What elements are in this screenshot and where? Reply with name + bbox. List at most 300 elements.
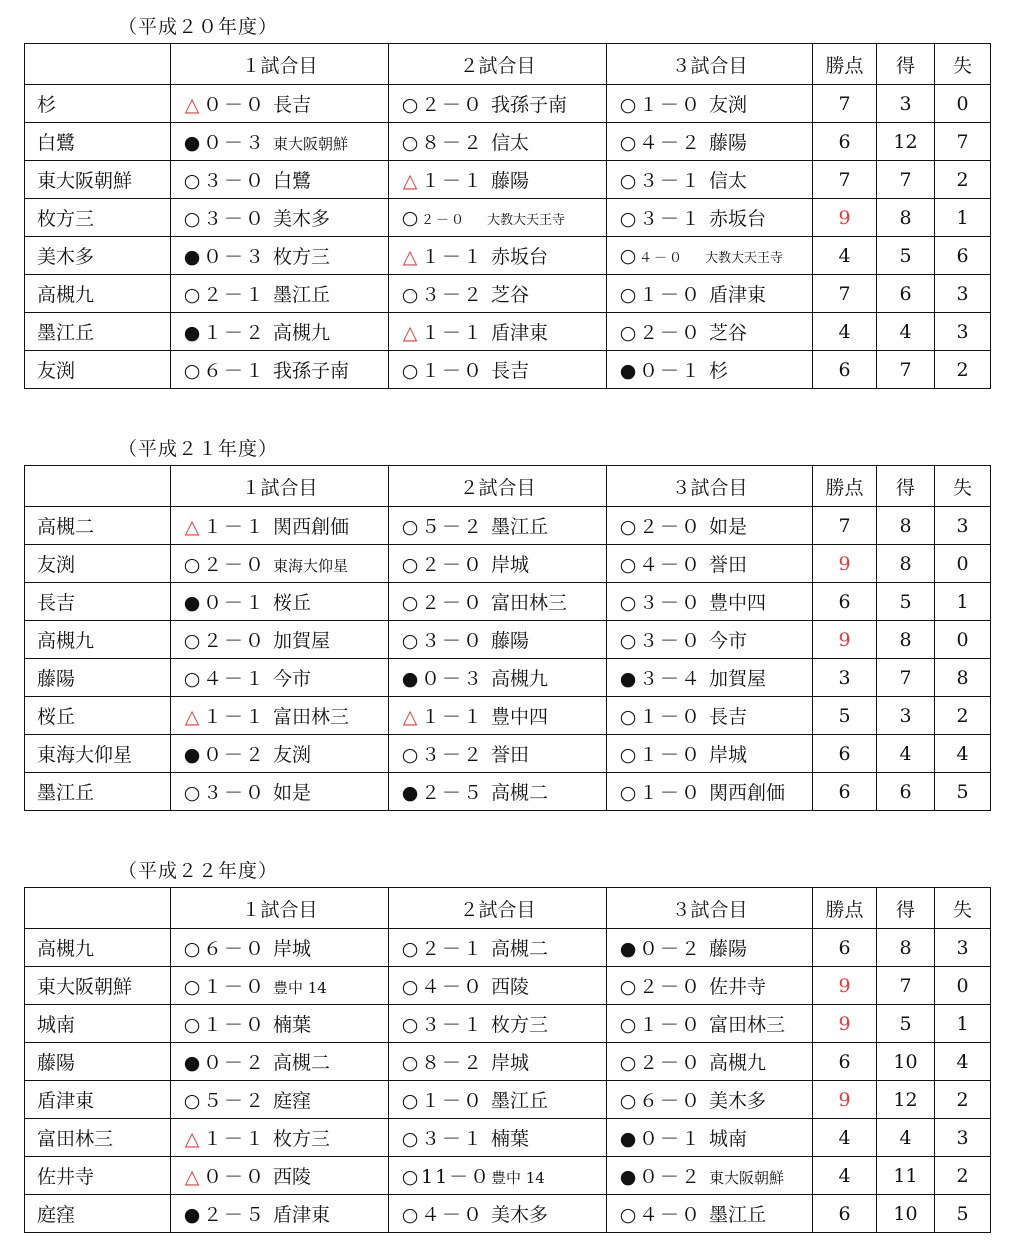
goals-against-cell: 3: [935, 1119, 991, 1157]
game-score: ２－０: [639, 322, 703, 344]
game-score: ２－０: [421, 94, 485, 116]
game-result: [171, 1195, 389, 1233]
win-mark: ○: [401, 744, 419, 766]
opponent-name: 豊中 14: [273, 979, 327, 997]
opponent-name: 藤陽: [709, 938, 748, 960]
column-header: 失: [935, 888, 991, 929]
goals-for-cell: 7: [877, 967, 935, 1005]
opponent-name: 長吉: [491, 360, 530, 382]
win-mark: ○: [401, 516, 419, 538]
goals-for-cell: 10: [877, 1195, 935, 1233]
game-score: １－０: [639, 284, 703, 306]
game-result: [171, 1119, 389, 1157]
game-result: [171, 1081, 389, 1119]
win-mark: ○: [619, 1090, 637, 1112]
game-score: ０－１: [639, 360, 703, 382]
draw-mark: △: [402, 170, 418, 192]
goals-for-cell: 3: [877, 85, 935, 123]
game-score: ２－０: [421, 554, 485, 576]
goals-for-cell: 12: [877, 123, 935, 161]
league-table: [24, 43, 991, 389]
game-score: ３－０: [639, 630, 703, 652]
opponent-name: 加賀屋: [709, 668, 767, 690]
draw-mark: △: [402, 246, 418, 268]
game-result: [389, 1157, 607, 1195]
win-mark: ○: [401, 1166, 419, 1188]
game-result: [607, 621, 813, 659]
game-result: [607, 85, 813, 123]
win-mark: ○: [401, 1090, 419, 1112]
season-year-label: （平成２２年度）: [118, 860, 279, 882]
game-result: [171, 735, 389, 773]
opponent-name: 信太: [491, 132, 530, 154]
header-row: [25, 44, 991, 85]
opponent-name: 富田林三: [491, 592, 568, 614]
opponent-name: 高槻二: [273, 1052, 331, 1074]
game-score: １－１: [203, 706, 267, 728]
points-cell: 6: [813, 1195, 877, 1233]
team-name: 友渕: [25, 545, 171, 583]
table-row: [25, 967, 991, 1005]
column-header: ２試合目: [389, 466, 607, 507]
points-cell: 7: [813, 161, 877, 199]
goals-for-cell: 8: [877, 621, 935, 659]
game-score: ３－０: [203, 782, 267, 804]
goals-for-cell: 4: [877, 313, 935, 351]
game-result: [389, 507, 607, 545]
win-mark: ○: [401, 554, 419, 576]
team-name: 藤陽: [25, 659, 171, 697]
goals-against-cell: 2: [935, 697, 991, 735]
win-mark: ○: [183, 170, 201, 192]
opponent-name: 庭窪: [273, 1090, 312, 1112]
team-name: 墨江丘: [25, 313, 171, 351]
draw-mark: △: [402, 706, 418, 728]
opponent-name: 高槻二: [491, 782, 549, 804]
win-mark: ○: [619, 744, 637, 766]
table-row: [25, 735, 991, 773]
game-score: ２－０: [639, 976, 703, 998]
game-score: ３－４: [639, 668, 703, 690]
game-result: [607, 1157, 813, 1195]
game-result: [389, 1043, 607, 1081]
win-mark: ○: [619, 516, 637, 538]
win-mark: ○: [401, 284, 419, 306]
game-result: [171, 313, 389, 351]
opponent-name: 白鷺: [273, 170, 312, 192]
opponent-name: 東大阪朝鮮: [709, 1169, 785, 1187]
opponent-name: 豊中 14: [491, 1169, 545, 1187]
game-score: 11－０: [421, 1166, 492, 1188]
opponent-name: 芝谷: [491, 284, 530, 306]
points-cell: 6: [813, 735, 877, 773]
team-name: 友渕: [25, 351, 171, 389]
loss-mark: ●: [619, 668, 637, 690]
table-row: [25, 1043, 991, 1081]
goals-against-cell: 7: [935, 123, 991, 161]
league-table: [24, 887, 991, 1233]
game-result: [171, 85, 389, 123]
loss-mark: ●: [619, 1166, 637, 1188]
game-result: [171, 967, 389, 1005]
goals-against-cell: 6: [935, 237, 991, 275]
game-score: ２－５: [203, 1204, 267, 1226]
win-mark: ○: [183, 554, 201, 576]
loss-mark: ●: [183, 1204, 201, 1226]
goals-against-cell: 0: [935, 545, 991, 583]
game-score: ０－２: [639, 1166, 703, 1188]
game-result: [607, 773, 813, 811]
points-cell: 6: [813, 929, 877, 967]
win-mark: ○: [401, 206, 419, 229]
opponent-name: 藤陽: [491, 170, 530, 192]
game-score: ３－１: [639, 170, 703, 192]
game-result: [389, 929, 607, 967]
game-score: ６－０: [639, 1090, 703, 1112]
opponent-name: 桜丘: [273, 592, 312, 614]
team-name: 高槻九: [25, 275, 171, 313]
game-result: [171, 1005, 389, 1043]
team-name: 東海大仰星: [25, 735, 171, 773]
opponent-name: 豊中四: [709, 592, 767, 614]
game-score: ３－２: [421, 744, 485, 766]
table-row: [25, 85, 991, 123]
game-score: ３－０: [421, 630, 485, 652]
game-result: [171, 351, 389, 389]
opponent-name: 豊中四: [491, 706, 549, 728]
game-score: ０－０: [203, 1166, 267, 1188]
opponent-name: 加賀屋: [273, 630, 331, 652]
win-mark: ○: [401, 1052, 419, 1074]
loss-mark: ●: [401, 782, 419, 804]
opponent-name: 墨江丘: [491, 1090, 549, 1112]
goals-for-cell: 12: [877, 1081, 935, 1119]
game-result: [171, 161, 389, 199]
game-score: ２－１: [203, 284, 267, 306]
win-mark: ○: [183, 938, 201, 960]
opponent-name: 盾津東: [491, 322, 549, 344]
season-year-label: （平成２１年度）: [118, 438, 279, 460]
game-score: ０－２: [203, 1052, 267, 1074]
game-result: [389, 735, 607, 773]
game-score: ０－３: [203, 246, 267, 268]
loss-mark: ●: [183, 592, 201, 614]
opponent-name: 長吉: [709, 706, 748, 728]
opponent-name: 枚方三: [491, 1014, 549, 1036]
goals-for-cell: 5: [877, 1005, 935, 1043]
game-result: [171, 929, 389, 967]
goals-for-cell: 7: [877, 351, 935, 389]
game-score: ４－０: [639, 554, 703, 576]
win-mark: ○: [619, 1052, 637, 1074]
team-name: 藤陽: [25, 1043, 171, 1081]
game-result: [171, 773, 389, 811]
points-cell: 3: [813, 659, 877, 697]
opponent-name: 西陵: [491, 976, 530, 998]
game-score: ２－０: [421, 212, 467, 228]
game-score: １－１: [421, 246, 485, 268]
game-score: ０－３: [203, 132, 267, 154]
win-mark: ○: [401, 630, 419, 652]
table-row: [25, 161, 991, 199]
game-result: [607, 583, 813, 621]
game-result: [389, 123, 607, 161]
game-score: ０－３: [421, 668, 485, 690]
win-mark: ○: [183, 208, 201, 230]
game-score: １－０: [203, 976, 267, 998]
game-result: [171, 275, 389, 313]
game-result: [389, 697, 607, 735]
points-cell: 4: [813, 313, 877, 351]
game-score: １－０: [639, 782, 703, 804]
table-row: [25, 583, 991, 621]
opponent-name: 墨江丘: [709, 1204, 767, 1226]
win-mark: ○: [619, 284, 637, 306]
table-row: [25, 1119, 991, 1157]
win-mark: ○: [183, 1090, 201, 1112]
table-row: [25, 313, 991, 351]
game-score: ２－０: [203, 554, 267, 576]
opponent-name: 我孫子南: [273, 360, 350, 382]
opponent-name: 岸城: [491, 1052, 530, 1074]
column-header: 失: [935, 44, 991, 85]
game-score: １－１: [421, 706, 485, 728]
column-header: １試合目: [171, 888, 389, 929]
win-mark: ○: [619, 592, 637, 614]
league-table: [24, 465, 991, 811]
win-mark: ○: [401, 592, 419, 614]
game-result: [607, 275, 813, 313]
game-result: [607, 161, 813, 199]
team-name: 富田林三: [25, 1119, 171, 1157]
team-name: 東大阪朝鮮: [25, 967, 171, 1005]
goals-against-cell: 1: [935, 199, 991, 237]
table-row: [25, 1005, 991, 1043]
goals-for-cell: 8: [877, 199, 935, 237]
game-score: ８－２: [421, 1052, 485, 1074]
win-mark: ○: [619, 170, 637, 192]
opponent-name: 長吉: [273, 94, 312, 116]
goals-for-cell: 4: [877, 735, 935, 773]
column-header: ３試合目: [607, 466, 813, 507]
game-score: ３－０: [203, 208, 267, 230]
game-score: ３－１: [421, 1128, 485, 1150]
game-result: [171, 1157, 389, 1195]
game-score: ０－１: [203, 592, 267, 614]
opponent-name: 富田林三: [273, 706, 350, 728]
game-score: ２－０: [639, 1052, 703, 1074]
game-score: ０－２: [203, 744, 267, 766]
opponent-name: 赤坂台: [491, 246, 549, 268]
header-row: [25, 466, 991, 507]
game-score: １－０: [639, 744, 703, 766]
game-score: ４－１: [203, 668, 267, 690]
draw-mark: △: [184, 1166, 200, 1188]
game-result: [171, 583, 389, 621]
win-mark: ○: [401, 976, 419, 998]
team-name: 佐井寺: [25, 1157, 171, 1195]
win-mark: ○: [619, 132, 637, 154]
game-result: [607, 199, 813, 237]
goals-against-cell: 0: [935, 85, 991, 123]
draw-mark: △: [184, 516, 200, 538]
game-score: ０－１: [639, 1128, 703, 1150]
game-result: [171, 237, 389, 275]
game-score: １－０: [639, 1014, 703, 1036]
opponent-name: 墨江丘: [491, 516, 549, 538]
game-result: [607, 967, 813, 1005]
game-result: [607, 1043, 813, 1081]
game-result: [607, 1119, 813, 1157]
game-score: ６－０: [203, 938, 267, 960]
opponent-name: 岸城: [273, 938, 312, 960]
win-mark: ○: [183, 782, 201, 804]
goals-against-cell: 4: [935, 1043, 991, 1081]
column-header: ３試合目: [607, 44, 813, 85]
table-row: [25, 237, 991, 275]
goals-against-cell: 1: [935, 583, 991, 621]
team-name: 美木多: [25, 237, 171, 275]
points-cell: 6: [813, 123, 877, 161]
opponent-name: 枚方三: [273, 246, 331, 268]
goals-against-cell: 3: [935, 275, 991, 313]
opponent-name: 高槻九: [273, 322, 331, 344]
team-name: 長吉: [25, 583, 171, 621]
game-result: [389, 773, 607, 811]
opponent-name: 西陵: [273, 1166, 312, 1188]
loss-mark: ●: [401, 668, 419, 690]
opponent-name: 高槻九: [709, 1052, 767, 1074]
team-name: 桜丘: [25, 697, 171, 735]
opponent-name: 大教大天王寺: [487, 212, 566, 228]
game-result: [607, 735, 813, 773]
opponent-name: 藤陽: [709, 132, 748, 154]
column-header: 失: [935, 466, 991, 507]
game-result: [389, 1081, 607, 1119]
opponent-name: 如是: [273, 782, 312, 804]
game-result: [607, 1081, 813, 1119]
game-score: ２－１: [421, 938, 485, 960]
opponent-name: 如是: [709, 516, 748, 538]
team-name: 枚方三: [25, 199, 171, 237]
win-mark: ○: [401, 94, 419, 116]
game-result: [389, 275, 607, 313]
points-cell: 6: [813, 773, 877, 811]
game-result: [389, 161, 607, 199]
team-name: 高槻九: [25, 929, 171, 967]
game-result: [171, 697, 389, 735]
game-result: [607, 507, 813, 545]
goals-against-cell: 0: [935, 621, 991, 659]
team-name: 白鷺: [25, 123, 171, 161]
game-score: ２－０: [639, 516, 703, 538]
goals-for-cell: 8: [877, 545, 935, 583]
game-result: [607, 545, 813, 583]
table-row: [25, 1157, 991, 1195]
game-result: [607, 1005, 813, 1043]
header-row: [25, 888, 991, 929]
game-score: ０－０: [203, 94, 267, 116]
loss-mark: ●: [619, 938, 637, 960]
draw-mark: △: [184, 706, 200, 728]
win-mark: ○: [619, 244, 637, 267]
column-header: １試合目: [171, 44, 389, 85]
win-mark: ○: [183, 284, 201, 306]
game-score: ３－１: [421, 1014, 485, 1036]
game-result: [389, 659, 607, 697]
game-score: ５－２: [421, 516, 485, 538]
points-cell: 4: [813, 1119, 877, 1157]
points-cell: 9: [813, 1081, 877, 1119]
points-cell: 4: [813, 237, 877, 275]
win-mark: ○: [619, 976, 637, 998]
game-score: １－２: [203, 322, 267, 344]
team-name: 墨江丘: [25, 773, 171, 811]
points-cell: 6: [813, 1043, 877, 1081]
win-mark: ○: [401, 132, 419, 154]
team-name: 盾津東: [25, 1081, 171, 1119]
game-score: １－０: [421, 360, 485, 382]
game-result: [171, 507, 389, 545]
win-mark: ○: [619, 782, 637, 804]
opponent-name: 富田林三: [709, 1014, 786, 1036]
table-row: [25, 659, 991, 697]
column-header: 得: [877, 44, 935, 85]
game-result: [389, 545, 607, 583]
column-header: １試合目: [171, 466, 389, 507]
loss-mark: ●: [183, 132, 201, 154]
opponent-name: 東大阪朝鮮: [273, 135, 349, 153]
game-score: ３－０: [203, 170, 267, 192]
goals-for-cell: 8: [877, 929, 935, 967]
goals-against-cell: 1: [935, 1005, 991, 1043]
goals-for-cell: 6: [877, 773, 935, 811]
goals-against-cell: 0: [935, 967, 991, 1005]
game-score: ４－０: [421, 976, 485, 998]
opponent-name: 今市: [709, 630, 748, 652]
win-mark: ○: [401, 360, 419, 382]
game-score: １－０: [421, 1090, 485, 1112]
opponent-name: 友渕: [709, 94, 748, 116]
goals-for-cell: 4: [877, 1119, 935, 1157]
win-mark: ○: [401, 1014, 419, 1036]
game-result: [171, 659, 389, 697]
opponent-name: 関西創価: [273, 516, 350, 538]
game-score: １－０: [203, 1014, 267, 1036]
column-header: ３試合目: [607, 888, 813, 929]
table-row: [25, 199, 991, 237]
opponent-name: 赤坂台: [709, 208, 767, 230]
opponent-name: 盾津東: [273, 1204, 331, 1226]
game-score: ２－０: [203, 630, 267, 652]
table-row: [25, 275, 991, 313]
draw-mark: △: [184, 1128, 200, 1150]
team-name: 城南: [25, 1005, 171, 1043]
opponent-name: 高槻九: [491, 668, 549, 690]
game-score: １－０: [639, 706, 703, 728]
season-year-label: （平成２０年度）: [118, 16, 279, 38]
game-result: [171, 123, 389, 161]
game-score: １－１: [421, 322, 485, 344]
win-mark: ○: [619, 1014, 637, 1036]
opponent-name: 佐井寺: [709, 976, 767, 998]
points-cell: 7: [813, 85, 877, 123]
opponent-name: 信太: [709, 170, 748, 192]
column-header: ２試合目: [389, 888, 607, 929]
column-header: ２試合目: [389, 44, 607, 85]
game-score: ４－０: [421, 1204, 485, 1226]
team-name: 庭窪: [25, 1195, 171, 1233]
